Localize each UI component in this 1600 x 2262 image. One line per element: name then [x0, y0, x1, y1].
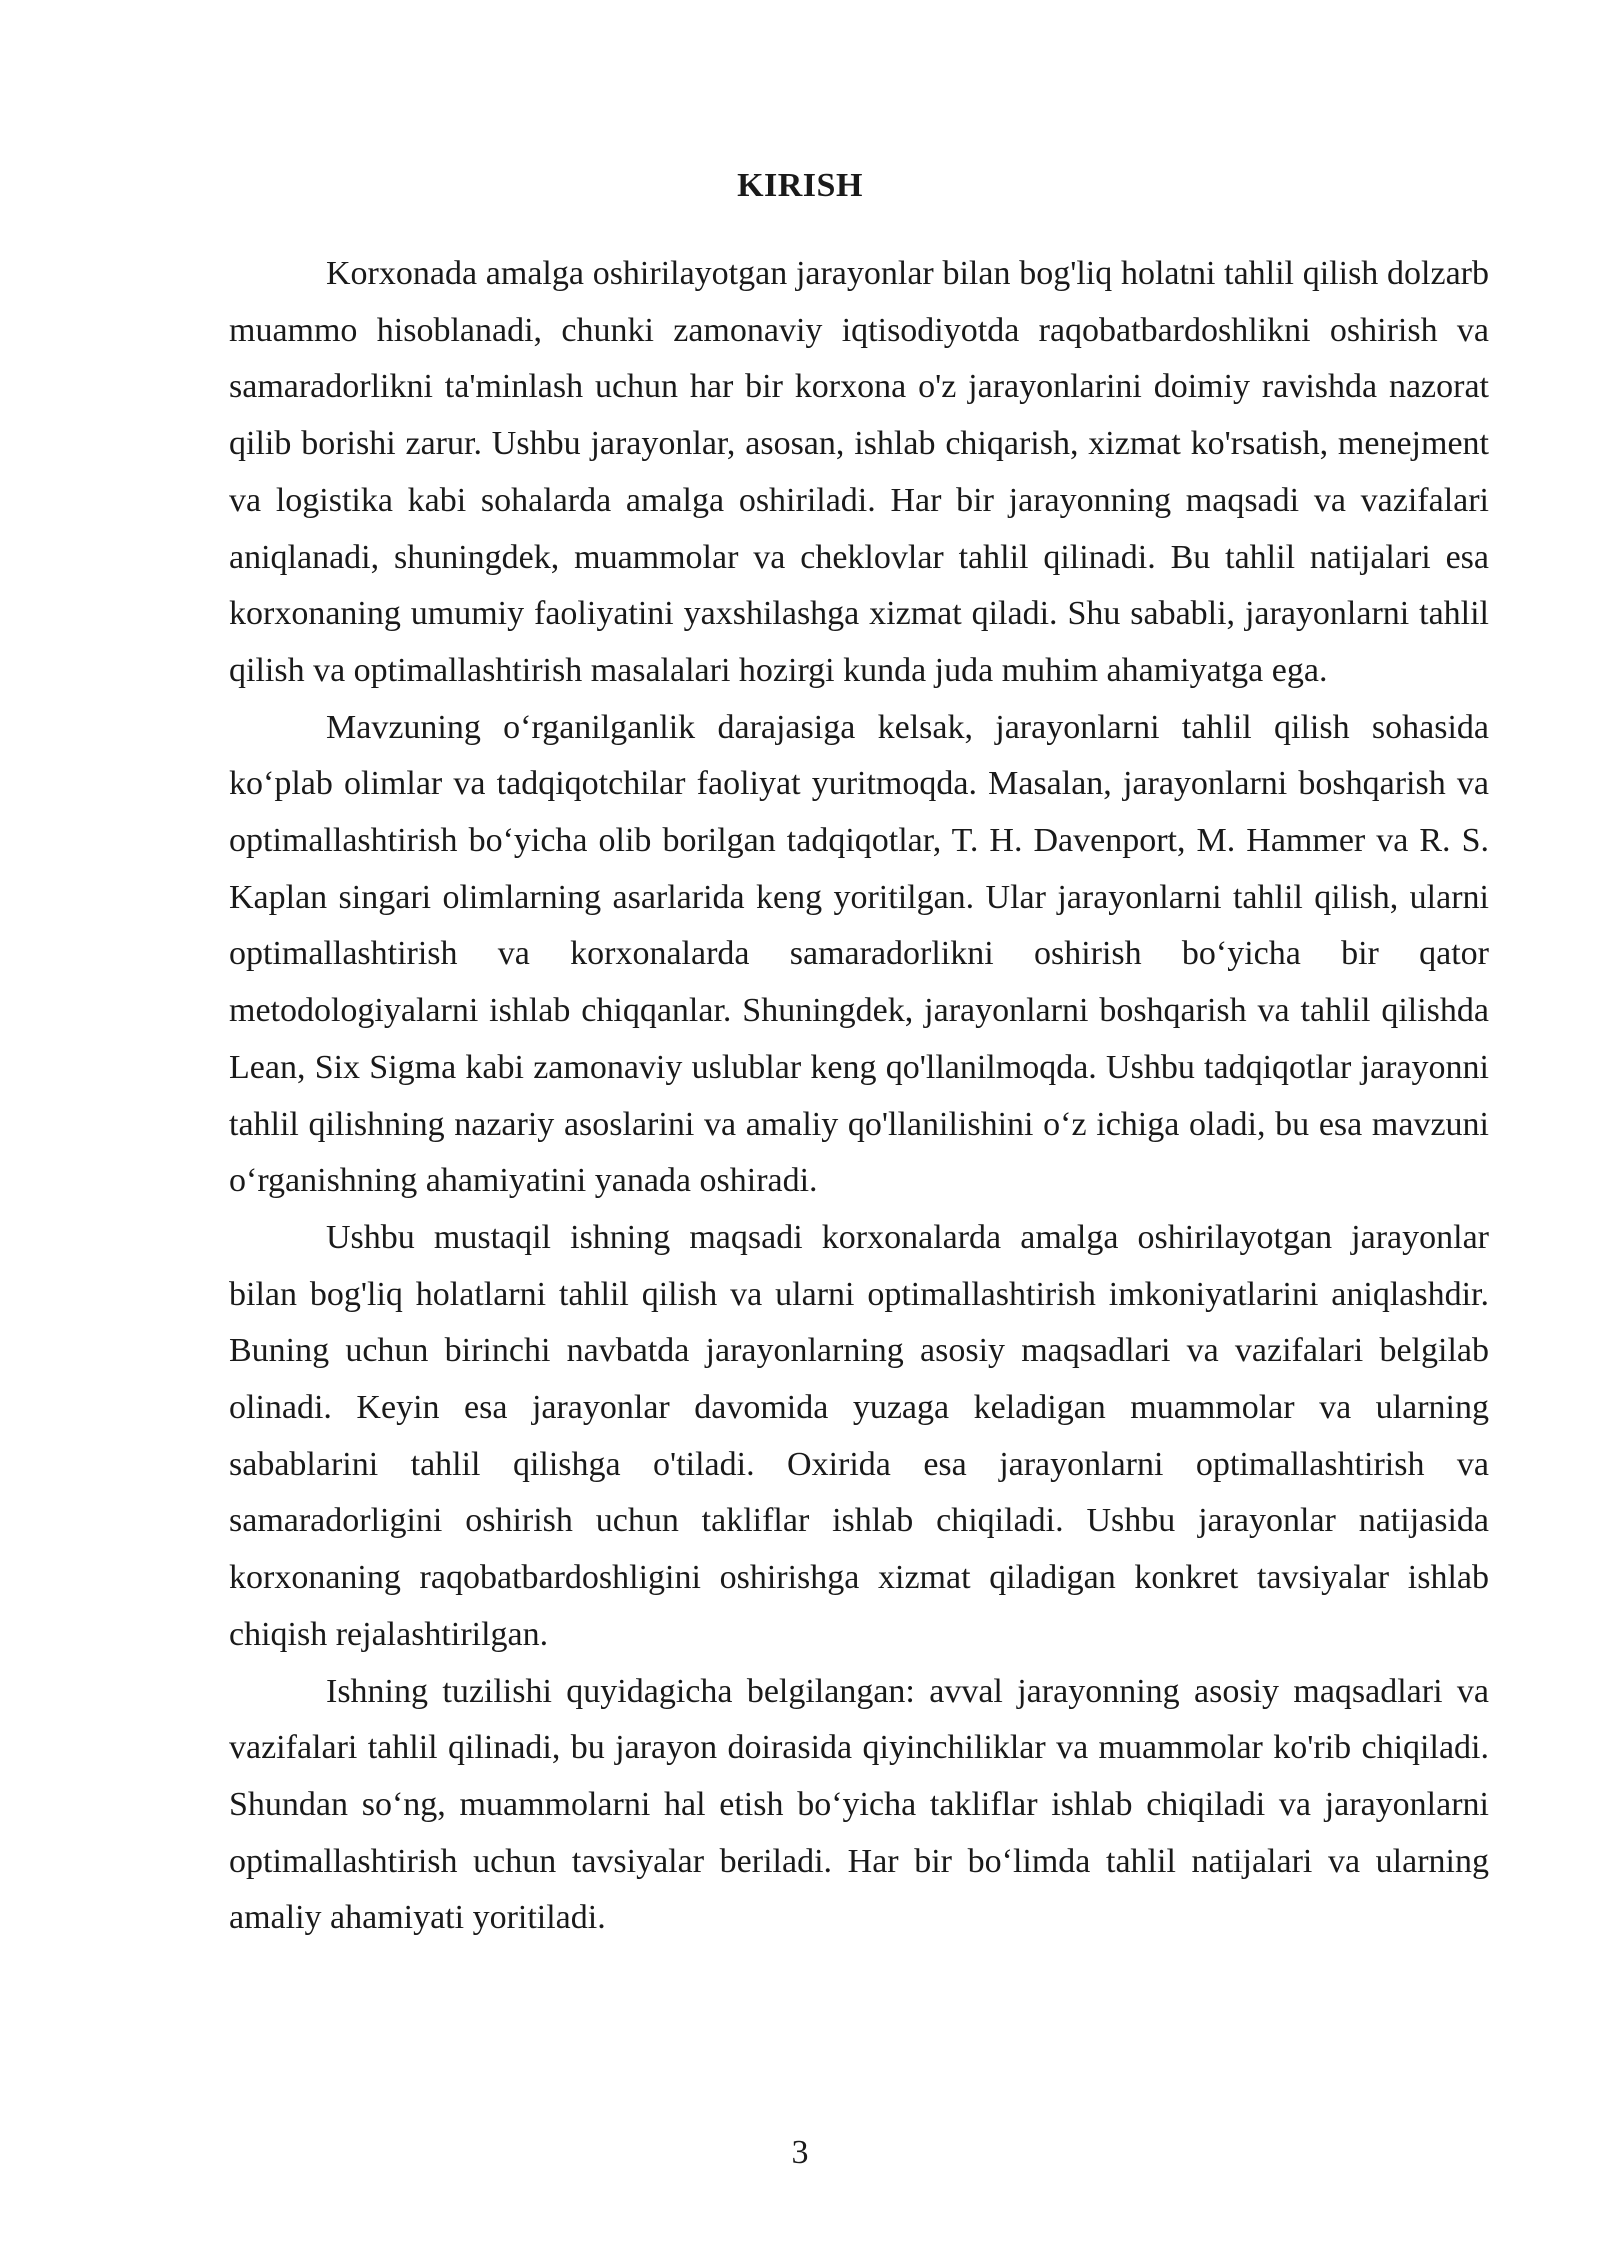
paragraph-4: Ishning tuzilishi quyidagicha belgilangan: avval jarayonning asosiy maqsadlari va vazifalari tahlil qilinadi, bu jarayon doirasida qiyinchiliklar va muammolar ko'rib chiqiladi. Shundan so‘ng, muammolarni hal etish bo‘yicha takliflar ishlab chiqiladi va jarayonlarni optimallashtirish uchun tavsiyalar beriladi. Har bir bo‘limda tahlil natijalari va ularning amaliy ahamiyati yoritiladi. [229, 1672, 1489, 1937]
document-body [229, 246, 1489, 1947]
page-number: 3 [791, 2134, 809, 2171]
paragraph-2: Mavzuning o‘rganilganlik darajasiga kelsak, jarayonlarni tahlil qilish sohasida ko‘plab olimlar va tadqiqotchilar faoliyat yuritmoqda. Masalan, jarayonlarni boshqarish va optimallashtirish bo‘yicha olib borilgan tadqiqotlar, T. H. Davenport, M. Hammer va R. S. Kaplan singari olimlarning asarlarida keng yoritilgan. Ular jarayonlarni tahlil qilish, ularni optimallashtirish va korxonalarda samaradorlikni oshirish bo‘yicha bir qator metodologiyalarni ishlab chiqqanlar. Shuningdek, jarayonlarni boshqarish va tahlil qilishda Lean, Six Sigma kabi zamonaviy uslublar keng qo'llanilmoqda. Ushbu tadqiqotlar jarayonni tahlil qilishning nazariy asoslarini va amaliy qo'llanilishini o‘z ichiga oladi, bu esa mavzuni o‘rganishning ahamiyatini yanada oshiradi. [229, 708, 1489, 1200]
page-title: KIRISH [737, 167, 863, 204]
paragraph-1: Korxonada amalga oshirilayotgan jarayonlar bilan bog'liq holatni tahlil qilish dolzarb muammo hisoblanadi, chunki zamonaviy iqtisodiyotda raqobatbardoshlikni oshirish va samaradorlikni ta'minlash uchun har bir korxona o'z jarayonlarini doimiy ravishda nazorat qilib borishi zarur. Ushbu jarayonlar, asosan, ishlab chiqarish, xizmat ko'rsatish, menejment va logistika kabi sohalarda amalga oshiriladi. Har bir jarayonning maqsadi va vazifalari aniqlanadi, shuningdek, muammolar va cheklovlar tahlil qilinadi. Bu tahlil natijalari esa korxonaning umumiy faoliyatini yaxshilashga xizmat qiladi. Shu sababli, jarayonlarni tahlil qilish va optimallashtirish masalalari hozirgi kunda juda muhim ahamiyatga ega. [229, 255, 1489, 689]
paragraph-3: Ushbu mustaqil ishning maqsadi korxonalarda amalga oshirilayotgan jarayonlar bilan bog'liq holatlarni tahlil qilish va ularni optimallashtirish imkoniyatlarini aniqlashdir. Buning uchun birinchi navbatda jarayonlarning asosiy maqsadlari va vazifalari belgilab olinadi. Keyin esa jarayonlar davomida yuzaga keladigan muammolar va ularning sabablarini tahlil qilishga o'tiladi. Oxirida esa jarayonlarni optimallashtirish va samaradorligini oshirish uchun takliflar ishlab chiqiladi. Ushbu jarayonlar natijasida korxonaning raqobatbardoshligini oshirishga xizmat qiladigan konkret tavsiyalar ishlab chiqish rejalashtirilgan. [229, 1218, 1489, 1653]
